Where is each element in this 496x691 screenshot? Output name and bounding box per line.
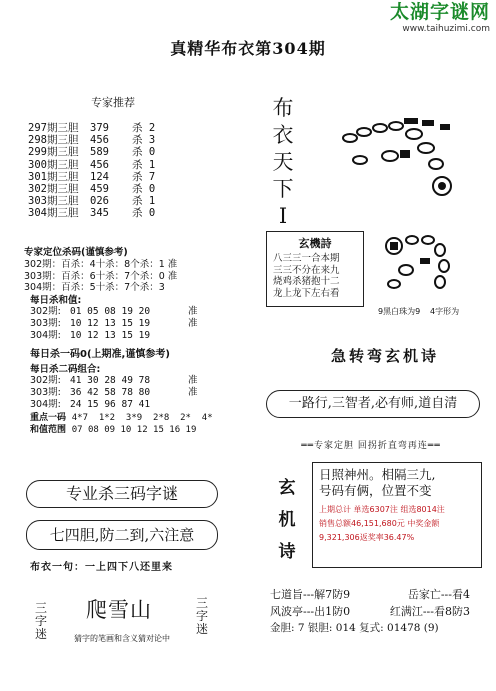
expert-panel xyxy=(28,94,218,228)
row-mark: 准 xyxy=(188,306,198,317)
expert-list xyxy=(28,122,218,220)
xuanji-side-char: 诗 xyxy=(278,542,296,562)
riddle-side-right: 三字迷 xyxy=(195,596,208,636)
sum-range-value: 07 08 09 10 12 15 16 19 xyxy=(71,425,197,435)
riddle-note: 猜字的笔画和含义猜对论中 xyxy=(74,634,170,643)
expert-period: 301期三胆 xyxy=(28,170,79,183)
xuanji-line-1: 日照神州。相隔三九, xyxy=(319,467,436,482)
key-code-value: 4*7 1*2 3*9 2*8 2* 4* xyxy=(71,413,213,423)
expert-kill: 杀 1 xyxy=(132,195,156,208)
riddle-poem-line: 一路行,三智者,必有师,道自清 xyxy=(266,390,480,418)
poem-caption-2: 4字形为 xyxy=(430,307,460,316)
expert-row xyxy=(28,134,218,146)
page-title: 真精华布衣第304期 xyxy=(170,39,326,58)
daily-kill-row xyxy=(30,330,230,342)
buyi-char: 天 xyxy=(272,150,294,174)
xuanji-line-2: 号码有俩，位置不变 xyxy=(319,483,432,498)
xuanji-stat-3: 9,321,306返奖率36.47% xyxy=(319,533,415,542)
row-label: 304期: xyxy=(30,330,61,341)
daily-kill-panel xyxy=(30,295,230,342)
row-label: 302期: xyxy=(30,306,61,317)
expert-kill: 杀 3 xyxy=(132,134,156,147)
riddle-row-2-a: 风波亭---出1防0 xyxy=(270,605,351,618)
poem-caption-1: 9黑白珠为9 xyxy=(378,307,421,316)
site-logo xyxy=(340,2,490,38)
daily-kill-heading: 每日杀和值: xyxy=(30,295,82,306)
expert-row xyxy=(28,195,218,207)
guts-summary: 金胆: 7 银胆: 014 复式: 01478 (9) xyxy=(270,622,439,634)
beads-illustration xyxy=(330,110,458,210)
xuanji-side-char: 玄 xyxy=(278,478,296,498)
logo-name: 太湖字谜网 xyxy=(389,1,490,23)
poem-line: 八三三一合本期 xyxy=(273,253,340,264)
position-kill-panel xyxy=(24,247,224,294)
poem-line: 三三不分在来九 xyxy=(273,264,340,276)
expert-period: 299期三胆 xyxy=(28,146,79,159)
buyi-sentence: 布衣一句：一上四下八还里来 xyxy=(30,562,173,573)
daily-kill-list xyxy=(30,306,230,342)
row-mark: 准 xyxy=(188,318,198,329)
kill-three-banner: 专业杀三码字谜 xyxy=(26,480,218,508)
row-mark: 准 xyxy=(188,375,198,386)
daily-two-list xyxy=(30,375,240,411)
row-mark: 准 xyxy=(188,387,198,398)
expert-heading: 专家推荐 xyxy=(91,96,135,109)
expert-nums: 456 xyxy=(90,158,109,171)
row-label: 303期: xyxy=(30,318,61,329)
buyi-char: 布 xyxy=(272,96,294,120)
riddle-row-2-b: 红满江---看8防3 xyxy=(389,605,470,618)
expert-period: 298期三胆 xyxy=(28,134,79,147)
expert-row xyxy=(28,207,218,219)
daily-two-row xyxy=(30,375,240,387)
expert-kill: 杀 2 xyxy=(132,122,156,134)
daily-kill-row xyxy=(30,306,230,318)
position-kill-row: 303期：百杀：6十杀：7个杀：0 准 xyxy=(24,270,178,282)
expert-kill: 杀 1 xyxy=(132,158,156,171)
expert-period: 297期三胆 xyxy=(28,122,79,134)
buyi-vertical xyxy=(266,95,300,230)
position-kill-row: 302期：百杀：4十杀：8个杀：1 准 xyxy=(24,259,178,270)
position-kill-heading: 专家定位杀码(谨慎参考) xyxy=(24,247,128,258)
expert-kill: 杀 0 xyxy=(132,207,156,220)
poem-box xyxy=(266,231,364,307)
buyi-char: 衣 xyxy=(272,123,294,147)
daily-two-row xyxy=(30,399,240,411)
expert-nums: 124 xyxy=(90,170,109,183)
poem-lines xyxy=(267,253,363,299)
sum-range-row xyxy=(30,424,240,436)
riddle-row-1 xyxy=(270,586,480,603)
xuanji-stat-2: 销售总额46,151,680元 中奖金额 xyxy=(319,519,440,528)
expert-row xyxy=(28,159,218,171)
row-nums: 24 15 96 87 41 xyxy=(70,399,151,410)
expert-row xyxy=(28,146,218,158)
expert-row xyxy=(28,183,218,195)
expert-period: 302期三胆 xyxy=(28,183,79,196)
xuanji-side xyxy=(268,462,306,572)
buyi-char: I xyxy=(278,204,288,228)
expert-nums: 459 xyxy=(90,183,109,196)
chain-illustration xyxy=(376,232,466,304)
expert-period: 303期三胆 xyxy=(28,195,79,208)
daily-two-row xyxy=(30,387,240,399)
riddle-row-1-a: 七道旨---解7防9 xyxy=(270,588,351,601)
row-nums: 10 12 13 15 19 xyxy=(70,330,151,341)
riddle-text: 爬雪山 xyxy=(86,598,152,622)
expert-nums: 345 xyxy=(90,207,109,220)
logo-url: www.taihuzimi.com xyxy=(402,24,490,34)
row-nums: 10 12 13 15 19 xyxy=(70,318,151,329)
row-nums: 41 30 28 49 78 xyxy=(70,375,151,386)
bottom-right-panel xyxy=(270,586,480,637)
position-kill-row: 304期：百杀：5十杀：7个杀：3 xyxy=(24,282,165,293)
daily-one-heading: 每日杀一码0(上期准,谨慎参考) xyxy=(30,349,170,360)
daily-two-heading: 每日杀二码组合: xyxy=(30,364,101,375)
position-kill-list xyxy=(24,259,224,294)
key-code-row xyxy=(30,412,240,424)
daily-two-panel xyxy=(30,345,240,436)
xuanji-box xyxy=(312,462,482,568)
xuanji-stat-1: 上期总计 单选6307注 组选8014注 xyxy=(319,505,445,514)
row-nums: 36 42 58 78 80 xyxy=(70,387,151,398)
expert-row xyxy=(28,171,218,183)
poem-heading: 玄機詩 xyxy=(298,237,332,250)
buyi-char: 下 xyxy=(272,177,294,201)
expert-kill: 杀 0 xyxy=(132,183,156,196)
row-label: 302期: xyxy=(30,375,61,386)
row-nums: 01 05 08 19 20 xyxy=(70,306,151,317)
expert-nums: 456 xyxy=(90,134,109,147)
riddle-side-left: 三字迷 xyxy=(34,601,47,641)
row-label: 303期: xyxy=(30,387,61,398)
row-label: 304期: xyxy=(30,399,61,410)
expert-nums: 379 xyxy=(90,122,109,134)
poem-line: 龙上龙下左右看 xyxy=(273,287,340,299)
expert-period: 304期三胆 xyxy=(28,207,79,220)
expert-row xyxy=(28,122,218,134)
poem-line: 烧鸡杀猪抱十二 xyxy=(273,276,340,287)
expert-period: 300期三胆 xyxy=(28,158,79,171)
daily-kill-row xyxy=(30,318,230,330)
key-code-label: 重点一码 xyxy=(30,413,67,423)
expert-guts-heading: ══专家定胆 回拐折直弯再连══ xyxy=(301,441,441,451)
sum-range-label: 和值范围 xyxy=(30,425,67,435)
guts-banner: 七四胆,防二到,六注意 xyxy=(26,520,218,550)
expert-nums: 589 xyxy=(90,146,109,159)
expert-kill: 杀 0 xyxy=(132,146,156,159)
riddle-poem-title: 急转弯玄机诗 xyxy=(330,347,439,365)
expert-kill: 杀 7 xyxy=(132,170,156,183)
expert-nums: 026 xyxy=(90,195,109,208)
riddle-row-1-b: 岳家亡---看4 xyxy=(407,588,470,601)
xuanji-side-char: 机 xyxy=(278,510,296,530)
riddle-row-2 xyxy=(270,603,480,620)
